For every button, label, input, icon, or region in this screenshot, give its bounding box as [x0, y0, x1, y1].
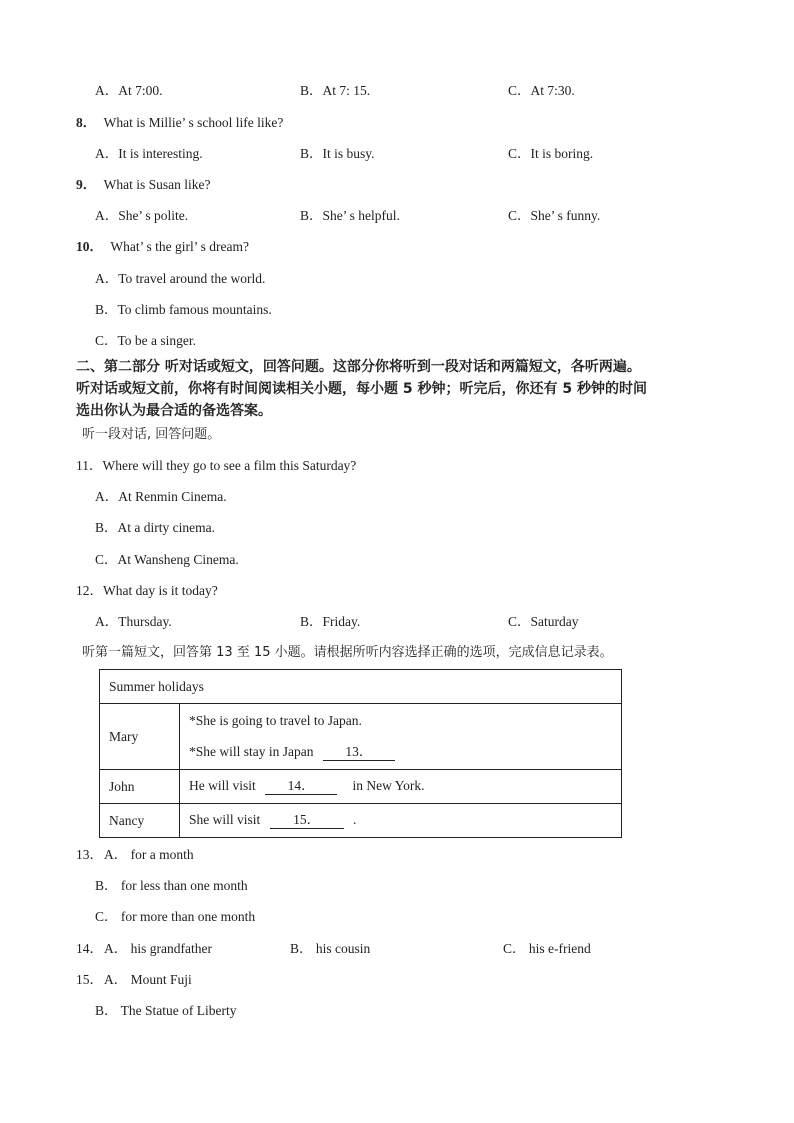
q8-option-a: A．It is interesting. — [95, 146, 203, 161]
mary-line2 — [189, 743, 612, 761]
q12-option-a: A．Thursday. — [95, 614, 172, 629]
q8-question — [76, 114, 283, 132]
q8-option-b: B．It is busy. — [300, 146, 375, 161]
section2-heading-line1: 二、第二部分 听对话或短文，回答问题。这部分你将听到一段对话和两篇短文，各听两遍。 — [76, 359, 641, 375]
table-row-name-nancy: Nancy — [100, 804, 180, 838]
table-cell-john — [180, 770, 622, 804]
nancy-text: She will visit — [189, 812, 261, 827]
q14-option-c: C． his e-friend — [503, 941, 591, 956]
q9-text: What is Susan like? — [103, 177, 211, 192]
nancy-suffix: . — [353, 812, 357, 827]
q12-question: 12．What day is it today? — [76, 583, 218, 598]
q13-option-a: A． for a month — [104, 847, 194, 862]
mary-line2-text: *She will stay in Japan — [189, 744, 314, 759]
q14-option-b: B． his cousin — [290, 941, 371, 956]
q9-number: 9． — [76, 177, 97, 192]
q10-option-a: A．To travel around the world. — [95, 271, 266, 286]
table-row-name-john: John — [100, 770, 180, 804]
q9-option-c: C．She’ s funny. — [508, 208, 601, 223]
q7-option-c: C．At 7:30. — [508, 83, 575, 98]
q11-option-b: B．At a dirty cinema. — [95, 520, 215, 535]
q10-number: 10． — [76, 239, 103, 254]
q9-option-a: A．She’ s polite. — [95, 208, 189, 223]
q14-number: 14． — [76, 941, 103, 956]
john-suffix: in New York. — [352, 778, 425, 793]
q13-option-c: C． for more than one month — [95, 909, 256, 924]
q10-option-c: C．To be a singer. — [95, 333, 197, 348]
q13-number: 13． — [76, 847, 103, 862]
q11-option-c: C．At Wansheng Cinema. — [95, 552, 239, 567]
section2-heading-line3: 选出你认为最合适的备选答案。 — [76, 403, 272, 419]
q10-text: What’ s the girl’ s dream? — [110, 239, 249, 254]
q15-option-a: A． Mount Fuji — [104, 972, 192, 987]
q8-number: 8． — [76, 115, 97, 130]
q10-question — [76, 238, 249, 256]
table-cell-mary — [180, 704, 622, 770]
q12-option-c: C．Saturday — [508, 614, 579, 629]
q8-text: What is Millie’ s school life like? — [103, 115, 284, 130]
q12-option-b: B．Friday. — [300, 614, 361, 629]
q14-option-a: A． his grandfather — [104, 941, 212, 956]
q9-question — [76, 176, 210, 194]
blank-14: 14． — [265, 778, 337, 795]
q15-option-b: B． The Statue of Liberty — [95, 1003, 237, 1018]
table-row-name-mary: Mary — [100, 704, 180, 770]
mary-line1: *She is going to travel to Japan. — [189, 713, 362, 728]
section2-heading-line2: 听对话或短文前，你将有时间阅读相关小题，每小题 5 秒钟；听完后，你还有 5 秒钟的时间 — [76, 381, 647, 397]
table-cell-nancy — [180, 804, 622, 838]
q7-option-a: A．At 7:00. — [95, 83, 163, 98]
blank-13: 13． — [323, 744, 395, 761]
q8-option-c: C．It is boring. — [508, 146, 594, 161]
q7-option-b: B．At 7: 15. — [300, 83, 371, 98]
summer-holidays-table — [99, 669, 622, 838]
dialogue-intro: 听一段对话, 回答问题。 — [82, 427, 221, 442]
q10-option-b: B．To climb famous mountains. — [95, 302, 272, 317]
q9-option-b: B．She’ s helpful. — [300, 208, 400, 223]
q11-question: 11．Where will they go to see a film this Saturday? — [76, 458, 357, 473]
john-text: He will visit — [189, 778, 256, 793]
q13-option-b: B． for less than one month — [95, 878, 248, 893]
q15-number: 15． — [76, 972, 103, 987]
q11-option-a: A．At Renmin Cinema. — [95, 489, 227, 504]
blank-15: 15． — [270, 812, 344, 829]
table-title: Summer holidays — [100, 670, 622, 704]
passage1-intro: 听第一篇短文，回答第 13 至 15 小题。请根据所听内容选择正确的选项，完成信息记录表。 — [82, 645, 613, 660]
